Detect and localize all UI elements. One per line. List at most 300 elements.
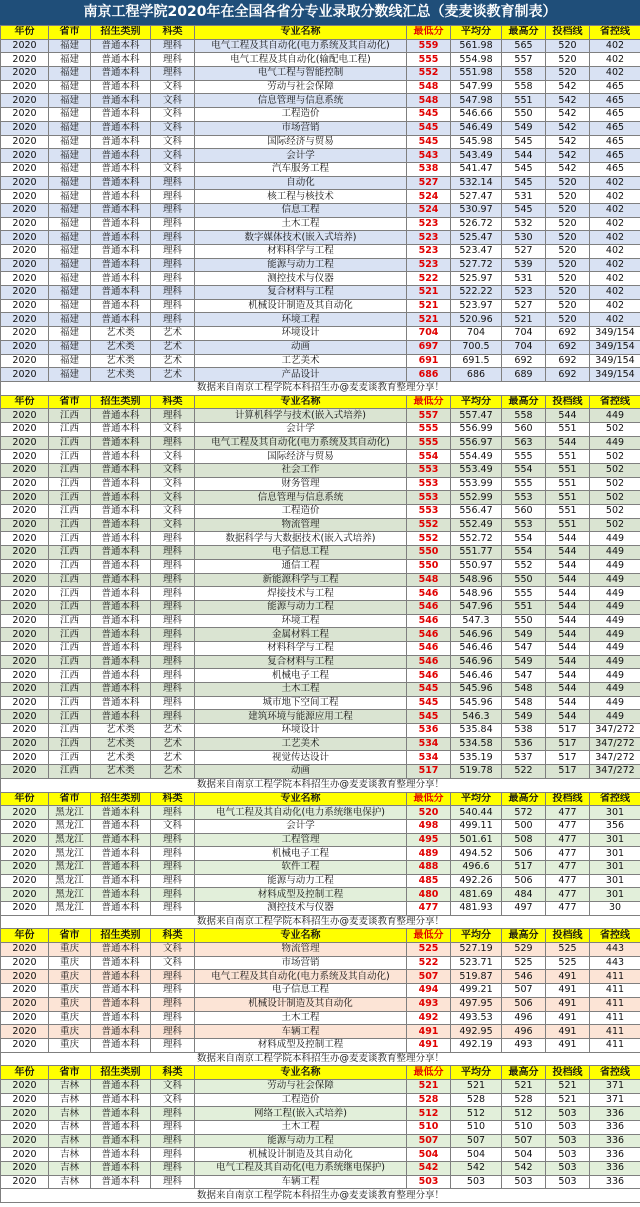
category-cell: 普通本科 bbox=[91, 655, 151, 669]
year-cell: 2020 bbox=[1, 1175, 49, 1189]
max-score-cell: 558 bbox=[502, 80, 546, 94]
major-cell: 网络工程(嵌入式培养) bbox=[195, 1107, 407, 1121]
subject-cell: 理科 bbox=[151, 272, 195, 286]
max-score-cell: 560 bbox=[502, 505, 546, 519]
year-cell: 2020 bbox=[1, 1121, 49, 1135]
max-score-cell: 545 bbox=[502, 135, 546, 149]
cutoff-cell: 517 bbox=[546, 765, 590, 779]
province-cell: 江西 bbox=[49, 477, 91, 491]
avg-score-cell: 528 bbox=[451, 1093, 502, 1107]
min-score-cell: 493 bbox=[407, 997, 451, 1011]
min-score-cell: 504 bbox=[407, 1148, 451, 1162]
column-header: 最低分 bbox=[407, 26, 451, 40]
table-row bbox=[1, 546, 640, 560]
cutoff-cell: 692 bbox=[546, 340, 590, 354]
subject-cell: 理科 bbox=[151, 587, 195, 601]
subject-cell: 艺术 bbox=[151, 327, 195, 341]
min-score-cell: 545 bbox=[407, 135, 451, 149]
source-note-row bbox=[1, 778, 640, 792]
cutoff-cell: 491 bbox=[546, 984, 590, 998]
avg-score-cell: 554.49 bbox=[451, 450, 502, 464]
column-header: 平均分 bbox=[451, 792, 502, 806]
category-cell: 普通本科 bbox=[91, 614, 151, 628]
avg-score-cell: 546.3 bbox=[451, 710, 502, 724]
subject-cell: 文科 bbox=[151, 943, 195, 957]
table-row bbox=[1, 902, 640, 916]
avg-score-cell: 556.97 bbox=[451, 436, 502, 450]
category-cell: 普通本科 bbox=[91, 409, 151, 423]
major-cell: 市场营销 bbox=[195, 121, 407, 135]
max-score-cell: 507 bbox=[502, 1134, 546, 1148]
max-score-cell: 532 bbox=[502, 217, 546, 231]
max-score-cell: 539 bbox=[502, 258, 546, 272]
table-row bbox=[1, 203, 640, 217]
year-cell: 2020 bbox=[1, 587, 49, 601]
table-row bbox=[1, 1107, 640, 1121]
year-cell: 2020 bbox=[1, 1093, 49, 1107]
province-cell: 重庆 bbox=[49, 997, 91, 1011]
subject-cell: 理科 bbox=[151, 313, 195, 327]
province-cell: 江西 bbox=[49, 614, 91, 628]
year-cell: 2020 bbox=[1, 806, 49, 820]
column-header: 平均分 bbox=[451, 395, 502, 409]
subject-cell: 理科 bbox=[151, 696, 195, 710]
control-line-cell: 402 bbox=[590, 231, 640, 245]
province-cell: 福建 bbox=[49, 231, 91, 245]
column-header: 平均分 bbox=[451, 929, 502, 943]
major-cell: 新能源科学与工程 bbox=[195, 573, 407, 587]
subject-cell: 艺术 bbox=[151, 368, 195, 382]
max-score-cell: 506 bbox=[502, 847, 546, 861]
min-score-cell: 538 bbox=[407, 162, 451, 176]
avg-score-cell: 520.96 bbox=[451, 313, 502, 327]
avg-score-cell: 551.98 bbox=[451, 67, 502, 81]
table-row bbox=[1, 422, 640, 436]
cutoff-cell: 477 bbox=[546, 902, 590, 916]
source-note: 数据来自南京工程学院本科招生办@麦麦谈教育整理分享！ bbox=[1, 1052, 640, 1066]
max-score-cell: 484 bbox=[502, 888, 546, 902]
cutoff-cell: 520 bbox=[546, 258, 590, 272]
major-cell: 电气工程及其自动化(电力系统继电保护) bbox=[195, 806, 407, 820]
cutoff-cell: 520 bbox=[546, 176, 590, 190]
min-score-cell: 512 bbox=[407, 1107, 451, 1121]
table-header-row bbox=[1, 792, 640, 806]
min-score-cell: 548 bbox=[407, 94, 451, 108]
avg-score-cell: 546.49 bbox=[451, 121, 502, 135]
avg-score-cell: 551.77 bbox=[451, 546, 502, 560]
control-line-cell: 301 bbox=[590, 847, 640, 861]
category-cell: 普通本科 bbox=[91, 860, 151, 874]
category-cell: 普通本科 bbox=[91, 587, 151, 601]
subject-cell: 理科 bbox=[151, 1175, 195, 1189]
category-cell: 普通本科 bbox=[91, 67, 151, 81]
table-row bbox=[1, 1175, 640, 1189]
column-header: 招生类别 bbox=[91, 929, 151, 943]
major-cell: 复合材料与工程 bbox=[195, 655, 407, 669]
min-score-cell: 522 bbox=[407, 272, 451, 286]
control-line-cell: 336 bbox=[590, 1107, 640, 1121]
avg-score-cell: 704 bbox=[451, 327, 502, 341]
min-score-cell: 552 bbox=[407, 532, 451, 546]
min-score-cell: 546 bbox=[407, 641, 451, 655]
major-cell: 机械设计制造及其自动化 bbox=[195, 1148, 407, 1162]
avg-score-cell: 530.97 bbox=[451, 203, 502, 217]
column-header: 平均分 bbox=[451, 1066, 502, 1080]
cutoff-cell: 542 bbox=[546, 80, 590, 94]
control-line-cell: 502 bbox=[590, 422, 640, 436]
year-cell: 2020 bbox=[1, 39, 49, 53]
control-line-cell: 402 bbox=[590, 203, 640, 217]
column-header: 专业名称 bbox=[195, 792, 407, 806]
table-row bbox=[1, 67, 640, 81]
province-cell: 吉林 bbox=[49, 1093, 91, 1107]
table-row bbox=[1, 505, 640, 519]
max-score-cell: 527 bbox=[502, 245, 546, 259]
column-header: 科类 bbox=[151, 929, 195, 943]
control-line-cell: 449 bbox=[590, 669, 640, 683]
max-score-cell: 529 bbox=[502, 943, 546, 957]
major-cell: 财务管理 bbox=[195, 477, 407, 491]
column-header: 最低分 bbox=[407, 1066, 451, 1080]
max-score-cell: 504 bbox=[502, 1148, 546, 1162]
avg-score-cell: 492.95 bbox=[451, 1025, 502, 1039]
major-cell: 城市地下空间工程 bbox=[195, 696, 407, 710]
column-header: 投档线 bbox=[546, 395, 590, 409]
max-score-cell: 555 bbox=[502, 587, 546, 601]
control-line-cell: 411 bbox=[590, 1011, 640, 1025]
cutoff-cell: 542 bbox=[546, 149, 590, 163]
avg-score-cell: 525.97 bbox=[451, 272, 502, 286]
avg-score-cell: 504 bbox=[451, 1148, 502, 1162]
max-score-cell: 545 bbox=[502, 203, 546, 217]
column-header: 最高分 bbox=[502, 1066, 546, 1080]
category-cell: 普通本科 bbox=[91, 422, 151, 436]
year-cell: 2020 bbox=[1, 614, 49, 628]
min-score-cell: 545 bbox=[407, 696, 451, 710]
control-line-cell: 301 bbox=[590, 888, 640, 902]
major-cell: 环境设计 bbox=[195, 724, 407, 738]
table-row bbox=[1, 272, 640, 286]
subject-cell: 艺术 bbox=[151, 724, 195, 738]
min-score-cell: 491 bbox=[407, 1038, 451, 1052]
major-cell: 机械电子工程 bbox=[195, 669, 407, 683]
subject-cell: 艺术 bbox=[151, 765, 195, 779]
min-score-cell: 523 bbox=[407, 245, 451, 259]
table-row bbox=[1, 245, 640, 259]
province-cell: 江西 bbox=[49, 724, 91, 738]
max-score-cell: 496 bbox=[502, 1025, 546, 1039]
cutoff-cell: 544 bbox=[546, 614, 590, 628]
table-row bbox=[1, 683, 640, 697]
max-score-cell: 554 bbox=[502, 532, 546, 546]
max-score-cell: 538 bbox=[502, 724, 546, 738]
category-cell: 艺术类 bbox=[91, 751, 151, 765]
min-score-cell: 546 bbox=[407, 669, 451, 683]
min-score-cell: 555 bbox=[407, 422, 451, 436]
major-cell: 电子信息工程 bbox=[195, 546, 407, 560]
province-cell: 黑龙江 bbox=[49, 806, 91, 820]
column-header: 最高分 bbox=[502, 26, 546, 40]
year-cell: 2020 bbox=[1, 354, 49, 368]
avg-score-cell: 553.99 bbox=[451, 477, 502, 491]
table-row bbox=[1, 559, 640, 573]
category-cell: 艺术类 bbox=[91, 368, 151, 382]
subject-cell: 理科 bbox=[151, 683, 195, 697]
cutoff-cell: 477 bbox=[546, 819, 590, 833]
province-cell: 江西 bbox=[49, 683, 91, 697]
year-cell: 2020 bbox=[1, 874, 49, 888]
table-row bbox=[1, 737, 640, 751]
max-score-cell: 551 bbox=[502, 94, 546, 108]
max-score-cell: 563 bbox=[502, 436, 546, 450]
min-score-cell: 521 bbox=[407, 299, 451, 313]
cutoff-cell: 477 bbox=[546, 860, 590, 874]
avg-score-cell: 542 bbox=[451, 1162, 502, 1176]
table-row bbox=[1, 751, 640, 765]
avg-score-cell: 503 bbox=[451, 1175, 502, 1189]
year-cell: 2020 bbox=[1, 1162, 49, 1176]
cutoff-cell: 542 bbox=[546, 94, 590, 108]
year-cell: 2020 bbox=[1, 422, 49, 436]
control-line-cell: 502 bbox=[590, 518, 640, 532]
control-line-cell: 449 bbox=[590, 532, 640, 546]
avg-score-cell: 493.53 bbox=[451, 1011, 502, 1025]
column-header: 省市 bbox=[49, 395, 91, 409]
avg-score-cell: 552.49 bbox=[451, 518, 502, 532]
max-score-cell: 503 bbox=[502, 1175, 546, 1189]
major-cell: 能源与动力工程 bbox=[195, 1134, 407, 1148]
avg-score-cell: 543.49 bbox=[451, 149, 502, 163]
province-cell: 江西 bbox=[49, 409, 91, 423]
min-score-cell: 546 bbox=[407, 587, 451, 601]
max-score-cell: 528 bbox=[502, 1093, 546, 1107]
cutoff-cell: 491 bbox=[546, 1011, 590, 1025]
min-score-cell: 521 bbox=[407, 286, 451, 300]
table-row bbox=[1, 970, 640, 984]
cutoff-cell: 544 bbox=[546, 628, 590, 642]
min-score-cell: 507 bbox=[407, 970, 451, 984]
control-line-cell: 502 bbox=[590, 477, 640, 491]
category-cell: 普通本科 bbox=[91, 628, 151, 642]
year-cell: 2020 bbox=[1, 203, 49, 217]
max-score-cell: 554 bbox=[502, 546, 546, 560]
avg-score-cell: 550.97 bbox=[451, 559, 502, 573]
major-cell: 物流管理 bbox=[195, 943, 407, 957]
category-cell: 普通本科 bbox=[91, 696, 151, 710]
major-cell: 车辆工程 bbox=[195, 1175, 407, 1189]
major-cell: 测控技术与仪器 bbox=[195, 902, 407, 916]
major-cell: 市场营销 bbox=[195, 956, 407, 970]
max-score-cell: 508 bbox=[502, 833, 546, 847]
cutoff-cell: 491 bbox=[546, 1025, 590, 1039]
category-cell: 普通本科 bbox=[91, 1107, 151, 1121]
table-row bbox=[1, 1038, 640, 1052]
category-cell: 普通本科 bbox=[91, 997, 151, 1011]
category-cell: 普通本科 bbox=[91, 176, 151, 190]
table-row bbox=[1, 477, 640, 491]
subject-cell: 文科 bbox=[151, 135, 195, 149]
year-cell: 2020 bbox=[1, 94, 49, 108]
table-row bbox=[1, 258, 640, 272]
year-cell: 2020 bbox=[1, 956, 49, 970]
major-cell: 数据科学与大数据技术(嵌入式培养) bbox=[195, 532, 407, 546]
subject-cell: 理科 bbox=[151, 1011, 195, 1025]
avg-score-cell: 686 bbox=[451, 368, 502, 382]
major-cell: 工程造价 bbox=[195, 1093, 407, 1107]
province-cell: 江西 bbox=[49, 559, 91, 573]
min-score-cell: 491 bbox=[407, 1025, 451, 1039]
min-score-cell: 552 bbox=[407, 518, 451, 532]
major-cell: 电子信息工程 bbox=[195, 984, 407, 998]
major-cell: 工艺美术 bbox=[195, 737, 407, 751]
subject-cell: 文科 bbox=[151, 505, 195, 519]
control-line-cell: 449 bbox=[590, 436, 640, 450]
min-score-cell: 489 bbox=[407, 847, 451, 861]
major-cell: 电气工程及其自动化(电力系统及其自动化) bbox=[195, 436, 407, 450]
category-cell: 普通本科 bbox=[91, 286, 151, 300]
avg-score-cell: 540.44 bbox=[451, 806, 502, 820]
category-cell: 普通本科 bbox=[91, 272, 151, 286]
year-cell: 2020 bbox=[1, 53, 49, 67]
year-cell: 2020 bbox=[1, 327, 49, 341]
page-title: 南京工程学院2020年在全国各省分专业录取分数线汇总（麦麦谈教育制表） bbox=[0, 0, 640, 25]
min-score-cell: 553 bbox=[407, 505, 451, 519]
major-cell: 环境工程 bbox=[195, 313, 407, 327]
min-score-cell: 534 bbox=[407, 751, 451, 765]
major-cell: 社会工作 bbox=[195, 464, 407, 478]
table-row bbox=[1, 710, 640, 724]
cutoff-cell: 544 bbox=[546, 600, 590, 614]
province-cell: 福建 bbox=[49, 67, 91, 81]
table-row bbox=[1, 176, 640, 190]
subject-cell: 理科 bbox=[151, 847, 195, 861]
max-score-cell: 555 bbox=[502, 450, 546, 464]
min-score-cell: 495 bbox=[407, 833, 451, 847]
cutoff-cell: 542 bbox=[546, 162, 590, 176]
max-score-cell: 692 bbox=[502, 354, 546, 368]
year-cell: 2020 bbox=[1, 970, 49, 984]
major-cell: 土木工程 bbox=[195, 1011, 407, 1025]
avg-score-cell: 541.47 bbox=[451, 162, 502, 176]
table-header-row bbox=[1, 26, 640, 40]
province-cell: 江西 bbox=[49, 491, 91, 505]
subject-cell: 理科 bbox=[151, 203, 195, 217]
major-cell: 信息管理与信息系统 bbox=[195, 491, 407, 505]
cutoff-cell: 521 bbox=[546, 1093, 590, 1107]
column-header: 招生类别 bbox=[91, 395, 151, 409]
year-cell: 2020 bbox=[1, 518, 49, 532]
avg-score-cell: 523.47 bbox=[451, 245, 502, 259]
cutoff-cell: 520 bbox=[546, 190, 590, 204]
table-row bbox=[1, 1121, 640, 1135]
province-cell: 江西 bbox=[49, 450, 91, 464]
control-line-cell: 402 bbox=[590, 286, 640, 300]
province-cell: 江西 bbox=[49, 628, 91, 642]
cutoff-cell: 551 bbox=[546, 505, 590, 519]
major-cell: 复合材料与工程 bbox=[195, 286, 407, 300]
min-score-cell: 521 bbox=[407, 313, 451, 327]
column-header: 年份 bbox=[1, 26, 49, 40]
cutoff-cell: 542 bbox=[546, 108, 590, 122]
control-line-cell: 336 bbox=[590, 1175, 640, 1189]
year-cell: 2020 bbox=[1, 724, 49, 738]
control-line-cell: 465 bbox=[590, 80, 640, 94]
min-score-cell: 494 bbox=[407, 984, 451, 998]
cutoff-cell: 503 bbox=[546, 1121, 590, 1135]
avg-score-cell: 557.47 bbox=[451, 409, 502, 423]
avg-score-cell: 481.93 bbox=[451, 902, 502, 916]
control-line-cell: 402 bbox=[590, 190, 640, 204]
province-cell: 福建 bbox=[49, 190, 91, 204]
major-cell: 动画 bbox=[195, 340, 407, 354]
column-header: 科类 bbox=[151, 792, 195, 806]
province-cell: 江西 bbox=[49, 600, 91, 614]
province-cell: 福建 bbox=[49, 245, 91, 259]
category-cell: 普通本科 bbox=[91, 450, 151, 464]
column-header: 年份 bbox=[1, 395, 49, 409]
min-score-cell: 545 bbox=[407, 710, 451, 724]
avg-score-cell: 481.69 bbox=[451, 888, 502, 902]
min-score-cell: 485 bbox=[407, 874, 451, 888]
cutoff-cell: 520 bbox=[546, 39, 590, 53]
column-header: 年份 bbox=[1, 1066, 49, 1080]
province-cell: 福建 bbox=[49, 327, 91, 341]
province-cell: 江西 bbox=[49, 587, 91, 601]
avg-score-cell: 512 bbox=[451, 1107, 502, 1121]
table-row bbox=[1, 464, 640, 478]
year-cell: 2020 bbox=[1, 641, 49, 655]
province-cell: 重庆 bbox=[49, 970, 91, 984]
avg-score-cell: 522.22 bbox=[451, 286, 502, 300]
control-line-cell: 301 bbox=[590, 806, 640, 820]
major-cell: 视觉传达设计 bbox=[195, 751, 407, 765]
major-cell: 劳动与社会保障 bbox=[195, 1079, 407, 1093]
province-cell: 江西 bbox=[49, 751, 91, 765]
max-score-cell: 689 bbox=[502, 368, 546, 382]
province-cell: 重庆 bbox=[49, 956, 91, 970]
subject-cell: 艺术 bbox=[151, 340, 195, 354]
subject-cell: 艺术 bbox=[151, 354, 195, 368]
avg-score-cell: 552.72 bbox=[451, 532, 502, 546]
avg-score-cell: 548.96 bbox=[451, 573, 502, 587]
control-line-cell: 411 bbox=[590, 1025, 640, 1039]
min-score-cell: 522 bbox=[407, 956, 451, 970]
avg-score-cell: 561.98 bbox=[451, 39, 502, 53]
control-line-cell: 502 bbox=[590, 464, 640, 478]
max-score-cell: 545 bbox=[502, 162, 546, 176]
cutoff-cell: 544 bbox=[546, 587, 590, 601]
table-row bbox=[1, 655, 640, 669]
major-cell: 焊接技术与工程 bbox=[195, 587, 407, 601]
category-cell: 普通本科 bbox=[91, 641, 151, 655]
min-score-cell: 523 bbox=[407, 231, 451, 245]
year-cell: 2020 bbox=[1, 217, 49, 231]
subject-cell: 理科 bbox=[151, 546, 195, 560]
table-row bbox=[1, 765, 640, 779]
table-row bbox=[1, 641, 640, 655]
cutoff-cell: 544 bbox=[546, 546, 590, 560]
max-score-cell: 549 bbox=[502, 628, 546, 642]
province-cell: 黑龙江 bbox=[49, 847, 91, 861]
min-score-cell: 704 bbox=[407, 327, 451, 341]
year-cell: 2020 bbox=[1, 108, 49, 122]
year-cell: 2020 bbox=[1, 368, 49, 382]
max-score-cell: 530 bbox=[502, 231, 546, 245]
column-header: 专业名称 bbox=[195, 26, 407, 40]
column-header: 最高分 bbox=[502, 929, 546, 943]
province-cell: 福建 bbox=[49, 94, 91, 108]
category-cell: 普通本科 bbox=[91, 833, 151, 847]
